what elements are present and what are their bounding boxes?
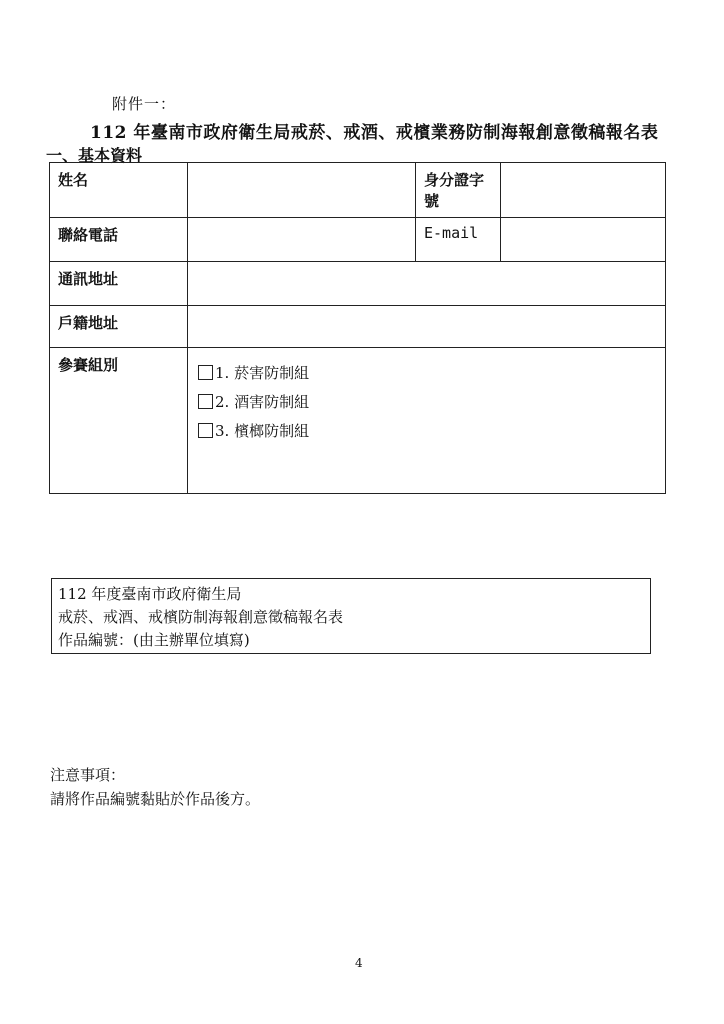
phone-field[interactable] xyxy=(188,218,416,262)
notes-text: 請將作品編號黏貼於作品後方。 xyxy=(50,790,261,808)
table-row xyxy=(50,306,666,348)
name-label: 姓名 xyxy=(50,163,188,218)
attachment-label: 附件一： xyxy=(112,95,177,113)
household-address-label: 戶籍地址 xyxy=(50,306,188,348)
category-option-label: 3. 檳榔防制組 xyxy=(215,422,310,440)
category-option[interactable] xyxy=(198,362,657,383)
checkbox-icon[interactable] xyxy=(198,365,213,380)
table-row xyxy=(50,163,666,218)
category-option[interactable] xyxy=(198,391,657,412)
household-address-field[interactable] xyxy=(188,306,666,348)
category-option-label: 2. 酒害防制組 xyxy=(215,393,310,411)
category-label: 參賽組別 xyxy=(50,348,188,494)
mail-address-field[interactable] xyxy=(188,262,666,306)
table-row xyxy=(50,218,666,262)
category-option-label: 1. 菸害防制組 xyxy=(215,364,310,382)
notes-section xyxy=(50,763,260,811)
category-option[interactable] xyxy=(198,420,657,441)
artwork-label-box xyxy=(51,578,651,654)
name-field[interactable] xyxy=(188,163,416,218)
table-row xyxy=(50,262,666,306)
label-line: 作品編號：(由主辦單位填寫) xyxy=(58,631,250,649)
notes-heading: 注意事項： xyxy=(50,766,126,784)
registration-table xyxy=(49,162,666,494)
label-line: 112 年度臺南市政府衛生局 xyxy=(58,585,242,603)
page-number: 4 xyxy=(355,956,363,970)
section-heading: 一、基本資料 xyxy=(46,146,143,165)
email-label: E-mail xyxy=(416,218,501,262)
table-row xyxy=(50,348,666,494)
id-number-field[interactable] xyxy=(501,163,666,218)
label-line: 戒菸、戒酒、戒檳防制海報創意徵稿報名表 xyxy=(58,608,344,626)
checkbox-icon[interactable] xyxy=(198,394,213,409)
phone-label: 聯絡電話 xyxy=(50,218,188,262)
mail-address-label: 通訊地址 xyxy=(50,262,188,306)
email-field[interactable] xyxy=(501,218,666,262)
checkbox-icon[interactable] xyxy=(198,423,213,438)
form-title: 112 年臺南市政府衛生局戒菸、戒酒、戒檳業務防制海報創意徵稿報名表 xyxy=(90,123,659,143)
id-number-label: 身分證字號 xyxy=(416,163,501,218)
category-options xyxy=(188,348,666,494)
